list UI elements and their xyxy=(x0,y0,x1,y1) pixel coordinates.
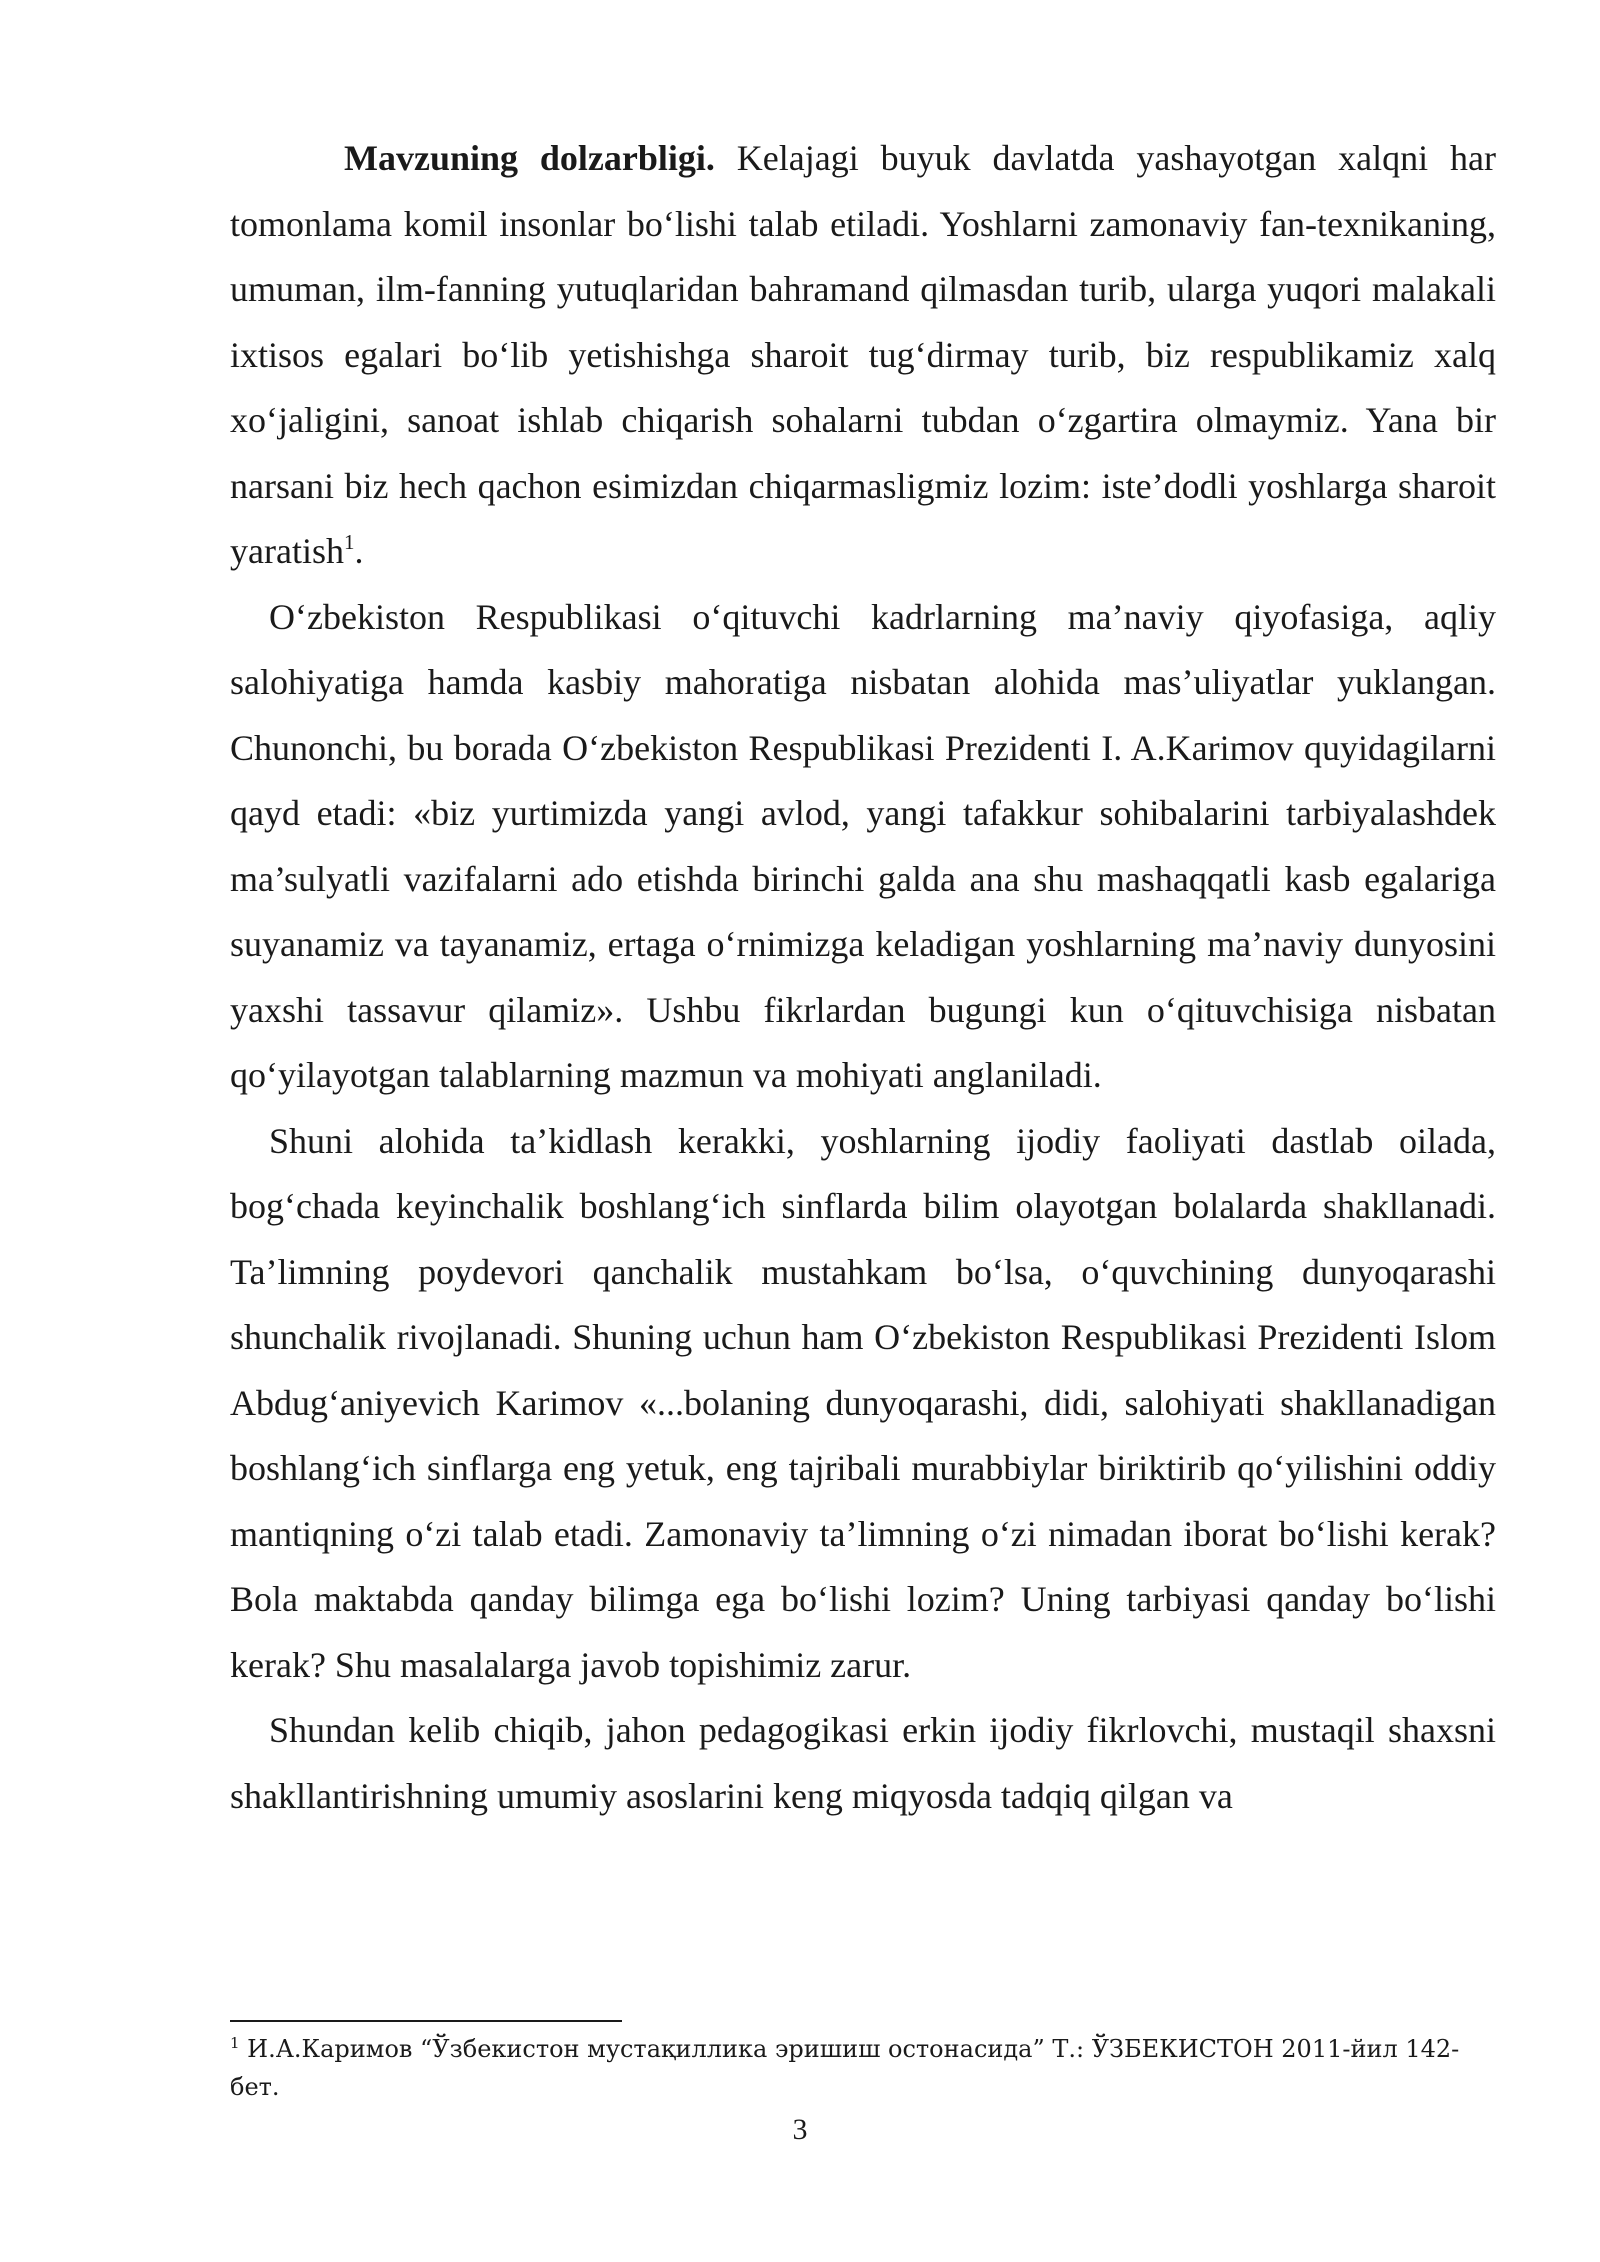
paragraph-pedagogy xyxy=(230,1698,1496,1829)
paragraph-text: Kelajagi buyuk davlatda yashayotgan xalqni har tomonlama komil insonlar bo‘lishi talab etiladi. Yoshlarni zamonaviy fan-texnikaning, umuman, ilm-fanning yutuqlaridan bahramand qilmasdan turib, ularga yuqori malakali ixtisos egalari bo‘lib yetishishga sharoit tug‘dirmay turib, biz respublikamiz xalq xo‘jaligini, sanoat ishlab chiqarish sohalarni tubdan o‘zgartira olmaymiz. Yana bir narsani biz hech qachon esimizdan chiqarmasligmiz lozim: iste’dodli yoshlarga sharoit yaratish xyxy=(230,138,1497,571)
paragraph-text: O‘zbekiston Respublikasi o‘qituvchi kadrlarning ma’naviy qiyofasiga, aqliy salohiyatiga hamda kasbiy mahoratiga nisbatan alohida mas’uliyatlar yuklangan. Chunonchi, bu borada O‘zbekiston Respublikasi Prezidenti I. A.Karimov quyidagilarni qayd etadi: «biz yurtimizda yangi avlod, yangi tafakkur sohibalarini tarbiyalashdek ma’sulyatli vazifalarni ado etishda birinchi galda ana shu mashaqqatli kasb egalariga suyanamiz va tayanamiz, ertaga o‘rnimizga keladigan yoshlarning ma’naviy dunyosini yaxshi tassavur qilamiz». Ushbu fikrlardan bugungi kun o‘qituvchisiga nisbatan qo‘yilayotgan talablarning mazmun va mohiyati anglaniladi. xyxy=(230,596,1496,1095)
paragraph-text: Shuni alohida ta’kidlash kerakki, yoshlarning ijodiy faoliyati dastlab oilada, bog‘chada keyinchalik boshlang‘ich sinflarda bilim olayotgan bolalarda shakllanadi. Ta’limning poydevori qanchalik mustahkam bo‘lsa, o‘quvchining dunyoqarashi shunchalik rivojlanadi. Shuning uchun ham O‘zbekiston Respublikasi Prezidenti Islom Abdug‘aniyevich Karimov «...bolaning dunyoqarashi, didi, salohiyati shakllanadigan boshlang‘ich sinflarga eng yetuk, eng tajribali murabbiylar biriktirib qo‘yilishini oddiy mantiqning o‘zi talab etadi. Zamonaviy ta’limning o‘zi nimadan iborat bo‘lishi kerak? Bola maktabda qanday bilimga ega bo‘lishi lozim? Uning tarbiyasi qanday bo‘lishi kerak? Shu masalalarga javob topishimiz zarur. xyxy=(230,1120,1496,1685)
paragraph-relevance xyxy=(230,126,1496,585)
footnote-marker: 1 xyxy=(230,2034,240,2052)
footnote-reference[interactable]: 1 xyxy=(343,530,355,554)
paragraph-lead-heading: Mavzuning dolzarbligi. xyxy=(344,138,715,178)
footnote-text: И.А.Каримов “Ўзбекистон мустақиллика эришиш остонасида” Т.: ЎЗБЕКИСТОН 2011-йил 142-бет. xyxy=(230,2035,1460,2101)
paragraph-education xyxy=(230,1109,1496,1699)
paragraph-text: Shundan kelib chiqib, jahon pedagogikasi erkin ijodiy fikrlovchi, mustaqil shaxsni shakllantirishning umumiy asoslarini keng miqyosda tadqiq qilgan va xyxy=(230,1710,1496,1816)
page-body xyxy=(230,126,1496,1829)
footnote xyxy=(230,2030,1496,2106)
paragraph-teachers xyxy=(230,585,1496,1109)
page-number: 3 xyxy=(792,2113,808,2146)
footnote-separator xyxy=(230,2020,622,2022)
paragraph-tail: . xyxy=(354,531,364,571)
